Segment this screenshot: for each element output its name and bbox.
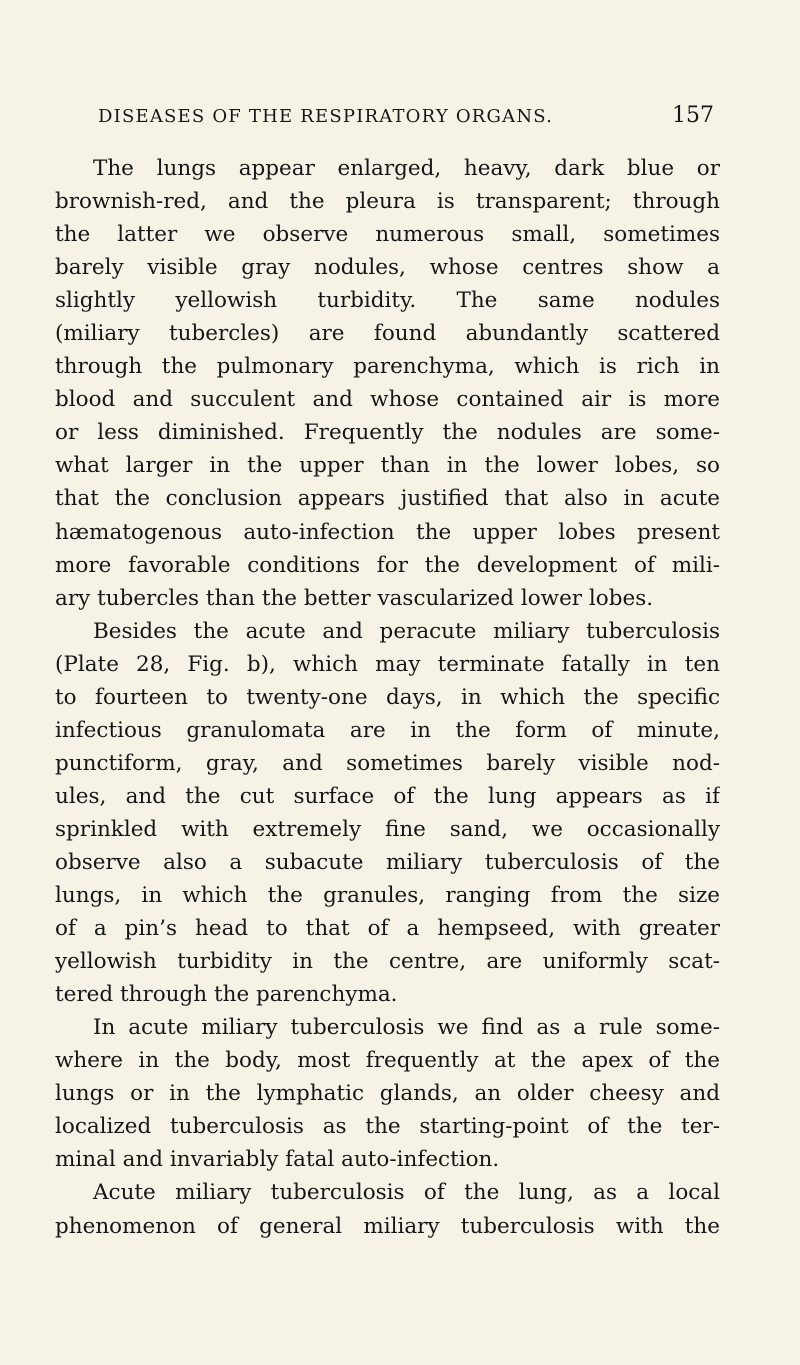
text-line: more favorable conditions for the development of mili- [55, 552, 720, 578]
text-line: infectious granulomata are in the form of minute, [55, 717, 720, 743]
running-title: DISEASES OF THE RESPIRATORY ORGANS. [98, 106, 554, 127]
text-line: localized tuberculosis as the starting-point of the ter- [55, 1114, 720, 1140]
text-line: where in the body, most frequently at the apex of the [55, 1048, 720, 1074]
text-line: sprinkled with extremely fine sand, we occasionally [55, 816, 720, 842]
text-line: or less diminished. Frequently the nodules are some- [55, 420, 720, 446]
text-line: brownish-red, and the pleura is transparent; through [55, 189, 720, 215]
text-line: The lungs appear enlarged, heavy, dark blue or [93, 156, 720, 181]
text-line: lungs or in the lymphatic glands, an older cheesy and [55, 1081, 720, 1107]
text-line: what larger in the upper than in the lower lobes, so [55, 453, 720, 479]
page-number: 157 [672, 103, 714, 128]
text-line: through the pulmonary parenchyma, which is rich in [55, 354, 720, 380]
text-line: observe also a subacute miliary tuberculosis of the [55, 849, 720, 875]
text-line: minal and invariably fatal auto-infection. [55, 1147, 500, 1173]
text-line: of a pin’s head to that of a hempseed, with greater [55, 916, 720, 942]
body-text [55, 152, 720, 1243]
text-line: to fourteen to twenty-one days, in which the specific [55, 684, 720, 710]
text-line: (Plate 28, Fig. b), which may terminate fatally in ten [55, 651, 720, 677]
text-line: Acute miliary tuberculosis of the lung, as a local [93, 1180, 720, 1206]
text-line: Besides the acute and peracute miliary tuberculosis [93, 618, 720, 644]
text-line: tered through the parenchyma. [55, 982, 398, 1008]
text-line: In acute miliary tuberculosis we find as a rule some- [93, 1015, 720, 1041]
text-line: the latter we observe numerous small, sometimes [55, 222, 720, 248]
text-line: blood and succulent and whose contained air is more [55, 387, 720, 413]
text-line: slightly yellowish turbidity. The same nodules [55, 288, 720, 314]
running-head [98, 103, 714, 134]
text-line: that the conclusion appears justified that also in acute [55, 486, 720, 512]
text-line: phenomenon of general miliary tuberculosis with the [55, 1213, 720, 1239]
text-line: punctiform, gray, and sometimes barely visible nod- [55, 750, 720, 776]
text-line: barely visible gray nodules, whose centres show a [55, 255, 720, 281]
text-line: ules, and the cut surface of the lung appears as if [55, 783, 720, 809]
text-line: lungs, in which the granules, ranging from the size [55, 883, 720, 909]
text-line: (miliary tubercles) are found abundantly scattered [55, 321, 720, 347]
text-line: hæmatogenous auto-infection the upper lobes present [55, 519, 720, 545]
text-line: yellowish turbidity in the centre, are uniformly scat- [55, 949, 720, 975]
text-line: ary tubercles than the better vascularized lower lobes. [55, 585, 654, 611]
